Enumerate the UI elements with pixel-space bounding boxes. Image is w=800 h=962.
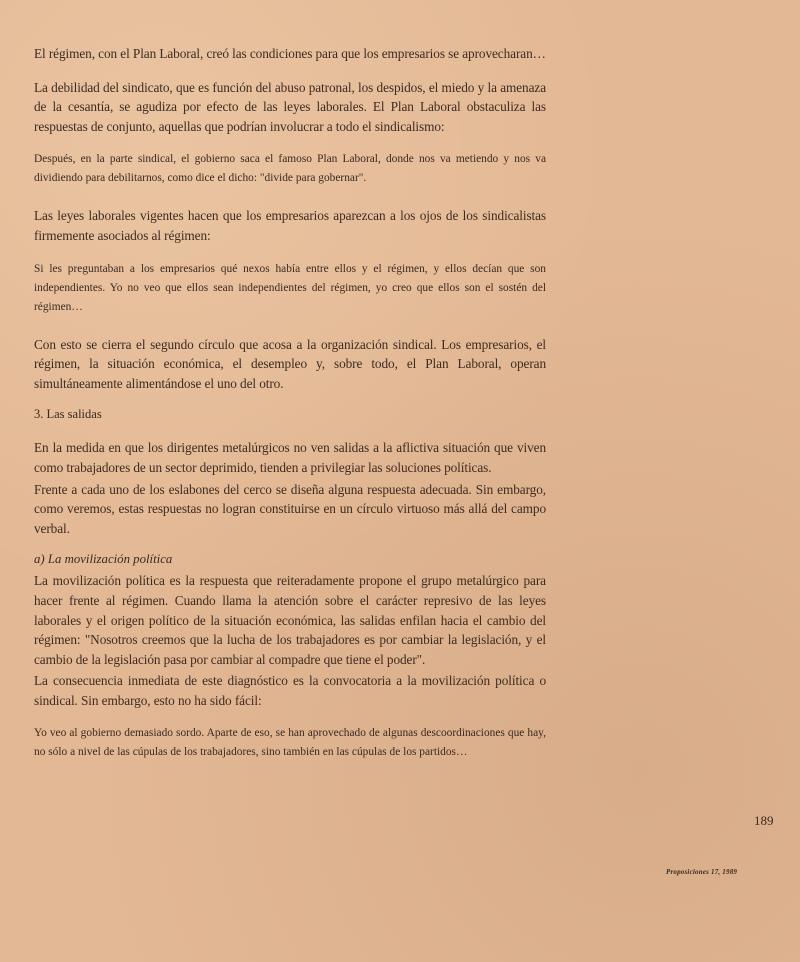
paragraph-1: El régimen, con el Plan Laboral, creó las condiciones para que los empresarios se aprovecharan…: [34, 46, 546, 61]
section-title: 3. Las salidas: [34, 407, 102, 422]
section-paragraph-2: Frente a cada uno de los eslabones del cerco se diseña alguna respuesta adecuada. Sin embargo, como veremos, estas respuestas no logran constituirse en un círculo virtuoso más allá del campo verbal.: [34, 481, 546, 536]
paragraph-2: La debilidad del sindicato, que es función del abuso patronal, los despidos, el miedo y la amenaza de la cesantía, se agudiza por efecto de las leyes laborales. El Plan Laboral obstaculiza las respuestas de conjunto, aquellas que podrían involucrar a todo el sindicalismo:: [34, 79, 546, 134]
quote-1: Después, en la parte sindical, el gobierno saca el famoso Plan Laboral, donde nos va metiendo y nos va dividiendo para debilitarnos, como dice el dicho: "divide para gobernar".: [34, 153, 546, 185]
subsection-title: a) La movilización política: [34, 552, 173, 567]
subsection-quote: Yo veo al gobierno demasiado sordo. Aparte de eso, se han aprovechado de algunas descoordinaciones que hay, no sólo a nivel de las cúpulas de los trabajadores, sino también en las cúpulas de los partidos…: [34, 727, 546, 759]
paragraph-4: Con esto se cierra el segundo círculo que acosa a la organización sindical. Los empresarios, el régimen, la situación económica, el desempleo y, sobre todo, el Plan Laboral, operan simultáneamente alimentándose el uno del otro.: [34, 336, 546, 391]
footer-source: Proposiciones 17, 1989: [666, 868, 738, 876]
paragraph-3: Las leyes laborales vigentes hacen que los empresarios aparezcan a los ojos de los sindicalistas firmemente asociados al régimen:: [34, 208, 546, 243]
section-paragraph-1: En la medida en que los dirigentes metalúrgicos no ven salidas a la aflictiva situación que viven como trabajadores de un sector deprimido, tienden a privilegiar las soluciones políticas.: [34, 440, 546, 475]
main-text-column: [34, 44, 546, 780]
subsection-paragraph-1: La movilización política es la respuesta que reiteradamente propone el grupo metalúrgico para hacer frente al régimen. Cuando llama la atención sobre el carácter represivo de las leyes laborales y el origen político de la situación económica, las salidas enfilan hacia el cambio del régimen: "Nosotros creemos que la lucha de los trabajadores es por cambiar la legislación, y el cambio de la legislación pasa por cambiar al compadre que tiene el poder".: [34, 573, 546, 667]
page-number: 189: [754, 813, 774, 828]
subsection-paragraph-2: La consecuencia inmediata de este diagnóstico es la convocatoria a la movilización política o sindical. Sin embargo, esto no ha sido fácil:: [34, 673, 546, 708]
quote-2: Si les preguntaban a los empresarios qué nexos había entre ellos y el régimen, y ellos decían que son independientes. Yo no veo que ellos sean independientes del régimen, yo creo que ellos son el sostén del régimen…: [34, 262, 546, 313]
